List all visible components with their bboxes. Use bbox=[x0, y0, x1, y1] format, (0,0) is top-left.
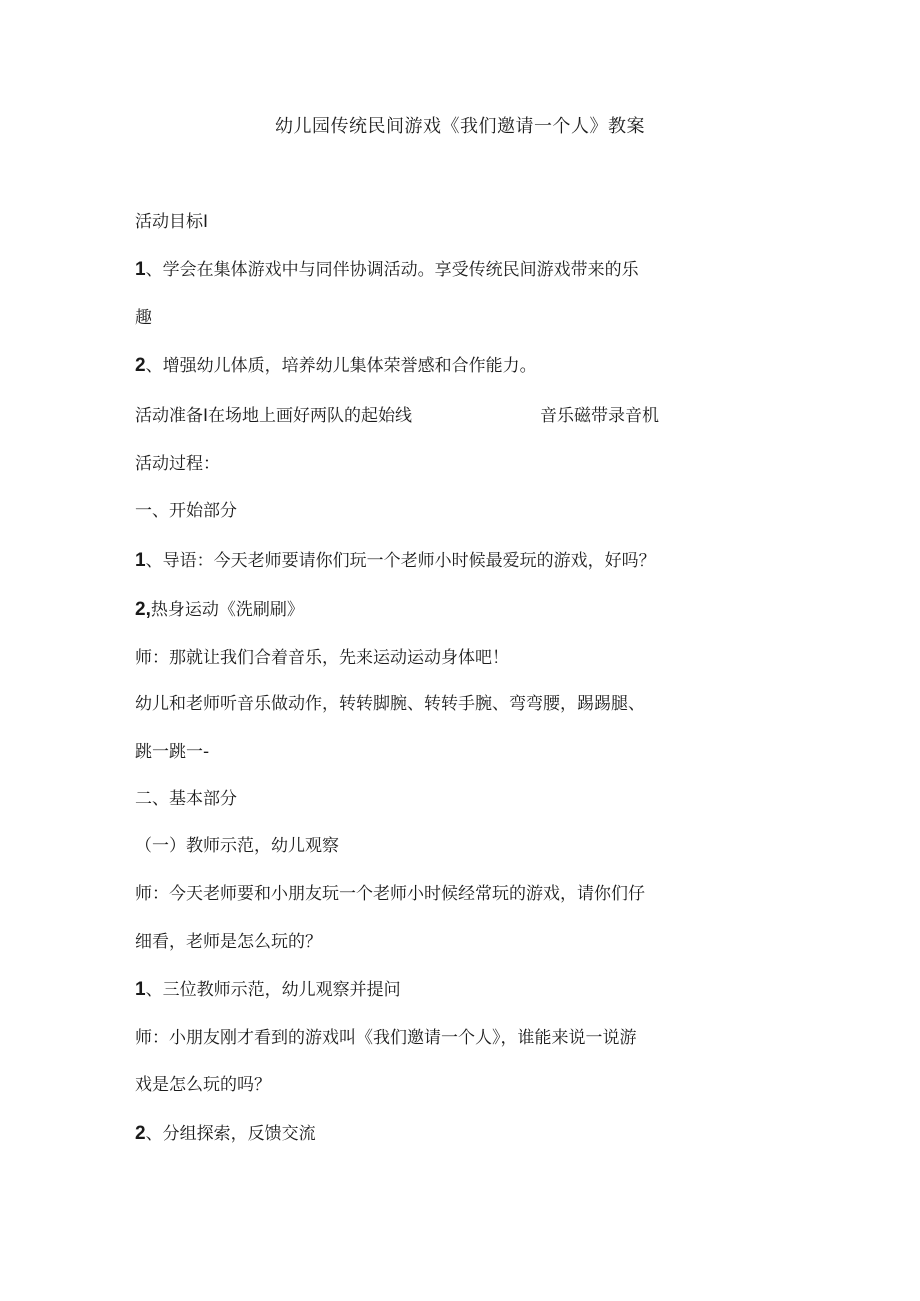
part-1-item-1-text: 、导语：今天老师要请你们玩一个老师小时候最爱玩的游戏，好吗？ bbox=[145, 551, 656, 571]
teacher-line-2-continuation: 细看，老师是怎么玩的？ bbox=[135, 932, 322, 952]
document-title: 幼儿园传统民间游戏《我们邀请一个人》教案 bbox=[275, 116, 645, 137]
sub-section-1-heading: （一）教师示范，幼儿观察 bbox=[135, 836, 339, 856]
part-1-item-1-number: 1 bbox=[135, 550, 146, 571]
preparation-line: 活动准备I在场地上画好两队的起始线 bbox=[135, 406, 413, 426]
part-1-item-1 bbox=[135, 549, 656, 573]
teacher-line-3: 师：小朋友刚才看到的游戏叫《我们邀请一个人》，谁能来说一说游 bbox=[135, 1028, 637, 1048]
part-2-item-2-text: 、分组探索，反馈交流 bbox=[145, 1124, 316, 1144]
part-2-item-1-number: 1 bbox=[135, 979, 146, 1000]
goal-item-1-text: 、学会在集体游戏中与同伴协调活动。享受传统民间游戏带来的乐 bbox=[145, 260, 639, 280]
teacher-line-2: 师：今天老师要和小朋友玩一个老师小时候经常玩的游戏，请你们仔 bbox=[135, 884, 645, 904]
goal-item-2 bbox=[135, 354, 537, 378]
part-2-item-2 bbox=[135, 1122, 316, 1146]
goal-item-2-text: 、增强幼儿体质，培养幼儿集体荣誉感和合作能力。 bbox=[145, 356, 537, 376]
goal-item-2-number: 2 bbox=[135, 355, 146, 376]
part-1-item-2-number: 2, bbox=[135, 599, 151, 620]
goal-item-1-continuation: 趣 bbox=[135, 308, 152, 328]
part-2-item-1-text: 、三位教师示范，幼儿观察并提问 bbox=[145, 980, 401, 1000]
goals-heading: 活动目标I bbox=[135, 212, 209, 232]
children-line-1: 幼儿和老师听音乐做动作，转转脚腕、转转手腕、弯弯腰，踢踢腿、 bbox=[135, 694, 645, 714]
part-2-item-1 bbox=[135, 978, 401, 1002]
part-1-item-2-text: 热身运动《洗刷刷》 bbox=[150, 600, 304, 620]
goal-item-1-number: 1 bbox=[135, 259, 146, 280]
teacher-line-3-continuation: 戏是怎么玩的吗？ bbox=[135, 1075, 271, 1095]
goal-item-1 bbox=[135, 258, 639, 282]
process-heading: 活动过程： bbox=[135, 454, 220, 474]
preparation-equipment: 音乐磁带录音机 bbox=[540, 406, 659, 426]
part-2-item-2-number: 2 bbox=[135, 1123, 146, 1144]
part-2-heading: 二、基本部分 bbox=[135, 789, 237, 809]
part-1-heading: 一、开始部分 bbox=[135, 501, 237, 521]
part-1-item-2 bbox=[135, 598, 304, 622]
teacher-line-1: 师：那就让我们合着音乐，先来运动运动身体吧！ bbox=[135, 648, 509, 668]
children-line-1-continuation: 跳一跳一- bbox=[135, 742, 210, 762]
